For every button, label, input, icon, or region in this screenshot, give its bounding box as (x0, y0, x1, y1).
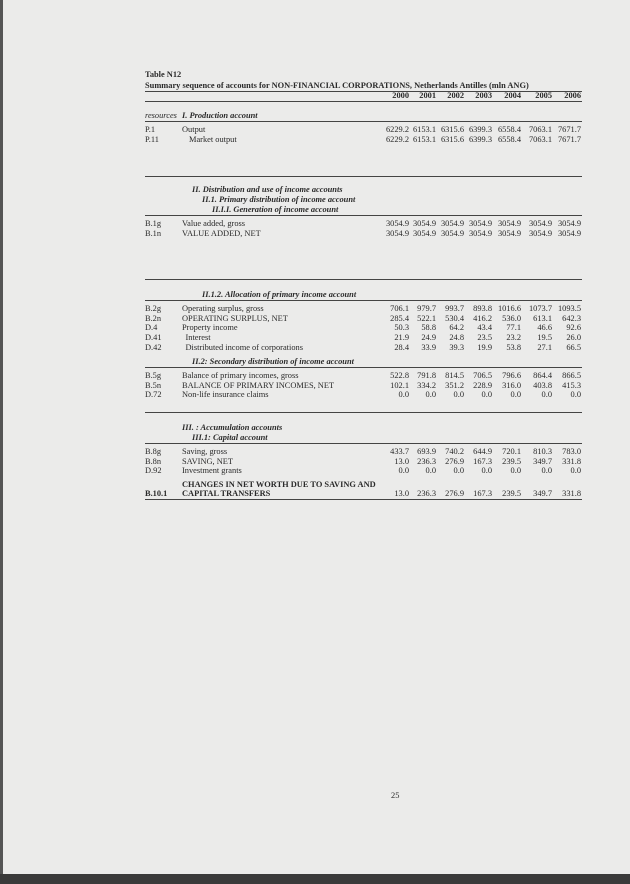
value-cell: 706.1 (390, 304, 409, 313)
row-label: SAVING, NET (182, 456, 234, 466)
row-label: Non-life insurance claims (182, 390, 269, 400)
row-label: Market output (189, 134, 237, 144)
row-label: Distributed income of corporations (185, 342, 303, 352)
value-cell: 276.9 (445, 489, 464, 498)
value-cell: 77.1 (506, 323, 521, 333)
value-cell: 530.4 (445, 313, 464, 323)
total-code: B.10.1 (145, 489, 168, 498)
value-cell: 13.0 (394, 456, 409, 466)
divider (145, 367, 582, 368)
value-cell: 27.1 (537, 342, 552, 352)
value-cell: 349.7 (533, 456, 552, 466)
section-heading: II. Distribution and use of income accounts (192, 185, 343, 194)
value-cell: 3054.9 (412, 219, 436, 228)
year-header: 2005 (535, 91, 552, 100)
value-cell: 0.0 (510, 390, 521, 400)
row-code: B.2g (145, 304, 162, 313)
table-title: Summary sequence of accounts for NON-FINANCIAL CORPORATIONS, Netherlands Antilles (mln ANG) (145, 81, 529, 90)
value-cell: 3054.9 (385, 228, 409, 238)
value-cell: 0.0 (453, 466, 464, 476)
row-label: Investment grants (182, 466, 242, 476)
scan-edge-left (0, 0, 3, 884)
row-code: B.2n (145, 313, 162, 323)
divider (145, 279, 582, 280)
value-cell: 0.0 (541, 466, 552, 476)
value-cell: 0.0 (425, 390, 436, 400)
value-cell: 21.9 (394, 333, 409, 343)
value-cell: 796.6 (502, 371, 521, 380)
row-label: Balance of primary incomes, gross (182, 371, 299, 380)
value-cell: 403.8 (533, 380, 552, 390)
value-cell: 0.0 (541, 390, 552, 400)
section-heading: II.2: Secondary distribution of income account (192, 357, 354, 366)
value-cell: 866.5 (562, 371, 581, 380)
scan-edge-bottom (0, 874, 630, 884)
value-cell: 536.0 (502, 313, 521, 323)
value-cell: 3054.9 (528, 228, 552, 238)
value-cell: 693.9 (417, 447, 436, 456)
value-cell: 0.0 (481, 390, 492, 400)
value-cell: 1073.7 (528, 304, 552, 313)
value-cell: 810.3 (533, 447, 552, 456)
value-cell: 64.2 (449, 323, 464, 333)
value-cell: 0.0 (398, 466, 409, 476)
value-cell: 433.7 (390, 447, 409, 456)
value-cell: 39.3 (449, 342, 464, 352)
row-label: Saving, gross (182, 447, 228, 456)
value-cell: 3054.9 (557, 228, 581, 238)
value-cell: 3054.9 (468, 228, 492, 238)
section-heading: II.1. Primary distribution of income account (202, 195, 356, 204)
row-code: D.92 (145, 466, 162, 476)
value-cell: 3054.9 (440, 219, 464, 228)
value-cell: 3054.9 (468, 219, 492, 228)
divider (145, 121, 582, 122)
value-cell: 993.7 (445, 304, 464, 313)
value-cell: 416.2 (473, 313, 492, 323)
total-label-line2: CAPITAL TRANSFERS (182, 489, 271, 498)
row-code: D.41 (145, 333, 162, 343)
divider (145, 176, 582, 177)
section-heading: III. : Accumulation accounts (182, 423, 283, 432)
value-cell: 642.3 (562, 313, 581, 323)
value-cell: 0.0 (570, 466, 581, 476)
resources-label: resources (145, 111, 177, 120)
value-cell: 3054.9 (557, 219, 581, 228)
value-cell: 334.2 (417, 380, 436, 390)
value-cell: 415.3 (562, 380, 581, 390)
value-cell: 239.5 (502, 489, 521, 498)
value-cell: 50.3 (394, 323, 409, 333)
section-heading: III.1: Capital account (192, 433, 268, 442)
value-cell: 6153.1 (412, 125, 436, 134)
value-cell: 92.6 (566, 323, 581, 333)
year-header: 2006 (564, 91, 581, 100)
year-header: 2001 (419, 91, 436, 100)
value-cell: 167.3 (473, 489, 492, 498)
value-cell: 6153.1 (412, 134, 436, 144)
value-cell: 228.9 (473, 380, 492, 390)
value-cell: 644.9 (473, 447, 492, 456)
value-cell: 6399.3 (468, 134, 492, 144)
value-cell: 3054.9 (497, 228, 521, 238)
value-cell: 7671.7 (557, 125, 581, 134)
row-code: D.42 (145, 342, 162, 352)
row-label: Value added, gross (182, 219, 246, 228)
value-cell: 285.4 (390, 313, 409, 323)
value-cell: 316.0 (502, 380, 521, 390)
row-label: BALANCE OF PRIMARY INCOMES, NET (182, 380, 335, 390)
value-cell: 3054.9 (497, 219, 521, 228)
row-label: Output (182, 125, 206, 134)
section-heading: I. Production account (182, 111, 258, 120)
value-cell: 349.7 (533, 489, 552, 498)
value-cell: 1093.5 (557, 304, 581, 313)
year-header: 2000 (392, 91, 409, 100)
value-cell: 979.7 (417, 304, 436, 313)
value-cell: 0.0 (453, 390, 464, 400)
year-header-row (0, 91, 630, 101)
value-cell: 23.5 (477, 333, 492, 343)
value-cell: 6315.6 (440, 134, 464, 144)
value-cell: 236.3 (417, 456, 436, 466)
value-cell: 43.4 (477, 323, 492, 333)
value-cell: 53.8 (506, 342, 521, 352)
value-cell: 0.0 (510, 466, 521, 476)
value-cell: 740.2 (445, 447, 464, 456)
year-header: 2002 (447, 91, 464, 100)
value-cell: 3054.9 (440, 228, 464, 238)
value-cell: 893.8 (473, 304, 492, 313)
row-code: B.5n (145, 380, 162, 390)
value-cell: 6229.2 (385, 125, 409, 134)
row-code: P.11 (145, 134, 159, 144)
value-cell: 6315.6 (440, 125, 464, 134)
value-cell: 331.8 (562, 489, 581, 498)
row-code: P.1 (145, 125, 156, 134)
value-cell: 167.3 (473, 456, 492, 466)
divider (145, 215, 582, 216)
row-code: B.1n (145, 228, 162, 238)
value-cell: 783.0 (562, 447, 581, 456)
divider (145, 412, 582, 413)
value-cell: 7063.1 (528, 125, 552, 134)
value-cell: 3054.9 (412, 228, 436, 238)
value-cell: 24.9 (421, 333, 436, 343)
value-cell: 613.1 (533, 313, 552, 323)
value-cell: 0.0 (570, 390, 581, 400)
divider (145, 101, 582, 102)
value-cell: 66.5 (566, 342, 581, 352)
value-cell: 19.9 (477, 342, 492, 352)
value-cell: 706.5 (473, 371, 492, 380)
value-cell: 522.1 (417, 313, 436, 323)
value-cell: 522.8 (390, 371, 409, 380)
value-cell: 0.0 (398, 390, 409, 400)
divider (145, 443, 582, 444)
value-cell: 814.5 (445, 371, 464, 380)
value-cell: 351.2 (445, 380, 464, 390)
value-cell: 6229.2 (385, 134, 409, 144)
value-cell: 6558.4 (497, 134, 521, 144)
page-number: 25 (391, 791, 400, 800)
value-cell: 0.0 (481, 466, 492, 476)
value-cell: 26.0 (566, 333, 581, 343)
section-heading: II.I.I. Generation of income account (212, 205, 339, 214)
value-cell: 1016.6 (497, 304, 521, 313)
value-cell: 7671.7 (557, 134, 581, 144)
value-cell: 24.8 (449, 333, 464, 343)
total-label-line1: CHANGES IN NET WORTH DUE TO SAVING AND (182, 480, 376, 489)
value-cell: 0.0 (425, 466, 436, 476)
row-code: D.4 (145, 323, 158, 333)
value-cell: 3054.9 (528, 219, 552, 228)
value-cell: 33.9 (421, 342, 436, 352)
row-code: B.5g (145, 371, 162, 380)
row-label: Operating surplus, gross (182, 304, 264, 313)
value-cell: 720.1 (502, 447, 521, 456)
value-cell: 19.5 (537, 333, 552, 343)
value-cell: 23.2 (506, 333, 521, 343)
year-header: 2004 (504, 91, 521, 100)
value-cell: 46.6 (537, 323, 552, 333)
row-label: OPERATING SURPLUS, NET (182, 313, 288, 323)
value-cell: 331.8 (562, 456, 581, 466)
divider (145, 499, 582, 500)
row-label: VALUE ADDED, NET (182, 228, 261, 238)
value-cell: 6558.4 (497, 125, 521, 134)
value-cell: 58.8 (421, 323, 436, 333)
value-cell: 102.1 (390, 380, 409, 390)
value-cell: 7063.1 (528, 134, 552, 144)
value-cell: 276.9 (445, 456, 464, 466)
year-header: 2003 (475, 91, 492, 100)
row-code: D.72 (145, 390, 162, 400)
value-cell: 236.3 (417, 489, 436, 498)
row-code: B.1g (145, 219, 162, 228)
value-cell: 13.0 (394, 489, 409, 498)
value-cell: 239.5 (502, 456, 521, 466)
value-cell: 3054.9 (385, 219, 409, 228)
value-cell: 791.8 (417, 371, 436, 380)
row-label: Interest (185, 333, 211, 343)
value-cell: 6399.3 (468, 125, 492, 134)
divider (145, 300, 582, 301)
section-heading: II.1.2. Allocation of primary income account (202, 290, 357, 299)
row-label: Property income (182, 323, 238, 333)
table-id: Table N12 (145, 70, 182, 79)
value-cell: 864.4 (533, 371, 552, 380)
row-code: B.8n (145, 456, 162, 466)
value-cell: 28.4 (394, 342, 409, 352)
row-code: B.8g (145, 447, 162, 456)
